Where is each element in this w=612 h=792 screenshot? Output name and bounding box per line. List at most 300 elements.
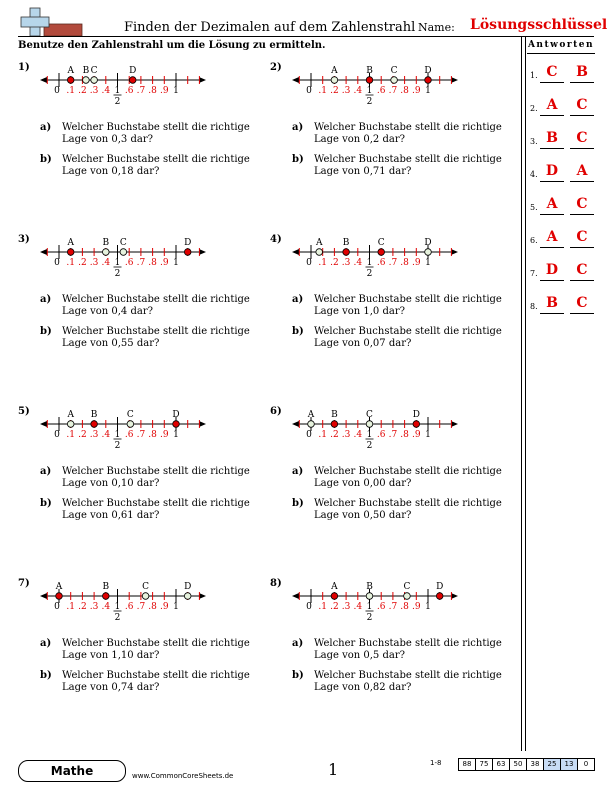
point-marker	[331, 421, 338, 428]
question-a	[40, 638, 250, 662]
point-label: A	[55, 582, 63, 592]
problem-2	[270, 62, 510, 232]
answer-a: B	[540, 129, 564, 149]
question-a	[40, 466, 250, 490]
point-label: D	[172, 410, 180, 420]
answers-heading: Antworten	[527, 40, 595, 50]
point-marker	[366, 421, 373, 428]
arrow-right-icon	[451, 593, 458, 599]
answer-a: B	[540, 294, 564, 314]
score-range: 1-8	[430, 759, 442, 767]
point-marker	[413, 421, 420, 428]
point-label: D	[184, 238, 192, 248]
question-b	[292, 498, 502, 522]
point-label: B	[331, 410, 338, 420]
question-label: a)	[40, 294, 52, 305]
answer-a: A	[540, 228, 564, 248]
point-marker	[67, 77, 74, 84]
half-denominator: 2	[114, 441, 121, 451]
problem-6	[270, 406, 510, 576]
answer-a: A	[540, 96, 564, 116]
question-prefix: Welcher Buchstabe stellt die richtige	[62, 670, 250, 681]
tick-label-one: 1	[425, 86, 431, 96]
question-prefix: Welcher Buchstabe stellt die richtige	[314, 670, 502, 681]
tick-label-one: 1	[173, 430, 179, 440]
answer-column-divider	[525, 37, 526, 751]
decimal-tick-label: .7	[388, 86, 398, 96]
question-label: b)	[292, 498, 304, 509]
question-text: Lage von 1,0 dar?	[314, 306, 405, 317]
point-marker	[308, 421, 315, 428]
decimal-tick-label: .6	[124, 86, 134, 96]
decimal-tick-label: .4	[353, 430, 363, 440]
decimal-tick-label: .8	[400, 86, 409, 96]
question-text: Lage von 0,82 dar?	[314, 682, 412, 693]
number-line	[286, 58, 461, 108]
answer-number: 2.	[530, 104, 538, 113]
problem-7	[18, 578, 258, 748]
question-text: Lage von 0,18 dar?	[62, 166, 160, 177]
question-label: b)	[40, 670, 52, 681]
decimal-tick-label: .4	[353, 86, 363, 96]
half-denominator: 2	[366, 97, 373, 107]
half-denominator: 2	[114, 269, 121, 279]
decimal-tick-label: .2	[78, 86, 87, 96]
point-label: B	[82, 66, 90, 76]
arrow-left-icon	[292, 421, 299, 427]
decimal-tick-label: .7	[136, 86, 146, 96]
answer-number: 6.	[530, 236, 538, 245]
arrow-left-icon	[40, 249, 47, 255]
question-text: Lage von 0,10 dar?	[62, 478, 160, 489]
tick-label-zero: 0	[54, 86, 60, 96]
number-line	[286, 574, 461, 624]
point-marker	[67, 249, 74, 256]
decimal-tick-label: .3	[341, 86, 351, 96]
half-numerator: 1	[114, 602, 121, 612]
score-cell: 75	[475, 758, 493, 771]
question-text: Lage von 0,07 dar?	[314, 338, 412, 349]
question-text: Lage von 0,3 dar?	[62, 134, 153, 145]
point-label: A	[315, 238, 323, 248]
point-label: B	[366, 66, 373, 76]
decimal-tick-label: .1	[66, 602, 75, 612]
point-label: D	[184, 582, 192, 592]
half-denominator: 2	[366, 269, 373, 279]
logo-icon	[18, 6, 84, 38]
decimal-tick-label: .9	[412, 86, 421, 96]
tick-label-zero: 0	[306, 602, 312, 612]
answer-b: C	[570, 294, 594, 314]
question-label: a)	[40, 466, 52, 477]
answer-number: 8.	[530, 302, 538, 311]
tick-label-one: 1	[425, 430, 431, 440]
question-prefix: Welcher Buchstabe stellt die richtige	[314, 154, 502, 165]
answer-a: D	[540, 261, 564, 281]
decimal-tick-label: .8	[148, 86, 157, 96]
tick-label-one: 1	[425, 602, 431, 612]
half-denominator: 2	[114, 97, 121, 107]
half-numerator: 1	[366, 430, 373, 440]
point-marker	[103, 593, 110, 600]
point-marker	[120, 249, 127, 256]
question-label: b)	[292, 326, 304, 337]
decimal-tick-label: .6	[124, 258, 134, 268]
answer-column-divider	[521, 37, 522, 751]
score-cell: 38	[526, 758, 544, 771]
point-marker	[184, 593, 191, 600]
answer-row	[530, 63, 596, 83]
decimal-tick-label: .3	[89, 602, 99, 612]
tick-label-zero: 0	[306, 86, 312, 96]
decimal-tick-label: .2	[78, 258, 87, 268]
question-label: b)	[40, 154, 52, 165]
decimal-tick-label: .7	[388, 602, 398, 612]
point-marker	[56, 593, 63, 600]
problem-number: 1)	[18, 62, 30, 73]
half-numerator: 1	[114, 430, 121, 440]
point-label: C	[126, 410, 134, 420]
question-label: a)	[292, 638, 304, 649]
answer-number: 4.	[530, 170, 538, 179]
question-prefix: Welcher Buchstabe stellt die richtige	[314, 122, 502, 133]
half-numerator: 1	[114, 86, 121, 96]
point-label: D	[129, 66, 137, 76]
number-line	[286, 402, 461, 452]
question-prefix: Welcher Buchstabe stellt die richtige	[62, 122, 250, 133]
point-marker	[343, 249, 350, 256]
tick-label-zero: 0	[54, 602, 60, 612]
point-label: C	[119, 238, 127, 248]
point-marker	[129, 77, 136, 84]
decimal-tick-label: .9	[160, 258, 169, 268]
decimal-tick-label: .1	[318, 602, 327, 612]
decimal-tick-label: .7	[136, 258, 146, 268]
point-label: B	[342, 238, 350, 248]
question-text: Lage von 0,61 dar?	[62, 510, 160, 521]
score-cell: 50	[509, 758, 527, 771]
arrow-left-icon	[40, 593, 47, 599]
question-a	[292, 466, 502, 490]
question-text: Lage von 0,5 dar?	[314, 650, 405, 661]
score-cell: 63	[492, 758, 510, 771]
problem-5	[18, 406, 258, 576]
decimal-tick-label: .3	[89, 258, 99, 268]
number-line	[34, 230, 209, 280]
decimal-tick-label: .1	[318, 258, 327, 268]
decimal-tick-label: .3	[341, 430, 351, 440]
decimal-tick-label: .9	[412, 602, 421, 612]
number-line	[34, 58, 209, 108]
question-a	[40, 122, 250, 146]
question-label: b)	[40, 498, 52, 509]
name-label: Name:	[418, 21, 455, 34]
arrow-right-icon	[199, 249, 206, 255]
point-marker	[331, 77, 338, 84]
decimal-tick-label: .1	[66, 258, 75, 268]
decimal-tick-label: .4	[101, 258, 111, 268]
half-denominator: 2	[114, 613, 121, 623]
question-label: a)	[292, 294, 304, 305]
point-marker	[83, 77, 90, 84]
question-b	[40, 154, 250, 178]
score-cell: 0	[577, 758, 595, 771]
point-label: D	[424, 238, 432, 248]
arrow-right-icon	[199, 421, 206, 427]
decimal-tick-label: .2	[78, 430, 87, 440]
point-marker	[425, 77, 432, 84]
decimal-tick-label: .1	[318, 430, 327, 440]
problem-4	[270, 234, 510, 404]
point-marker	[316, 249, 323, 256]
half-numerator: 1	[366, 86, 373, 96]
decimal-tick-label: .9	[160, 86, 169, 96]
decimal-tick-label: .6	[376, 430, 386, 440]
tick-label-zero: 0	[306, 258, 312, 268]
question-b	[40, 326, 250, 350]
question-text: Lage von 0,50 dar?	[314, 510, 412, 521]
decimal-tick-label: .3	[89, 430, 99, 440]
decimal-tick-label: .6	[124, 430, 134, 440]
point-label: D	[436, 582, 444, 592]
tick-label-one: 1	[173, 86, 179, 96]
decimal-tick-label: .7	[136, 430, 146, 440]
question-text: Lage von 0,74 dar?	[62, 682, 160, 693]
subject-badge: Mathe	[18, 760, 126, 782]
answer-row	[530, 162, 596, 182]
decimal-tick-label: .4	[353, 258, 363, 268]
point-marker	[173, 421, 180, 428]
answer-b: A	[570, 162, 594, 182]
decimal-tick-label: .2	[330, 258, 339, 268]
tick-label-zero: 0	[54, 258, 60, 268]
point-marker	[378, 249, 385, 256]
answer-row	[530, 261, 596, 281]
half-numerator: 1	[366, 258, 373, 268]
problem-number: 4)	[270, 234, 282, 245]
point-marker	[91, 77, 98, 84]
answer-row	[530, 195, 596, 215]
decimal-tick-label: .8	[400, 602, 409, 612]
decimal-tick-label: .7	[388, 430, 398, 440]
arrow-left-icon	[40, 421, 47, 427]
question-text: Lage von 0,2 dar?	[314, 134, 405, 145]
question-prefix: Welcher Buchstabe stellt die richtige	[62, 466, 250, 477]
question-b	[40, 498, 250, 522]
question-a	[40, 294, 250, 318]
decimal-tick-label: .6	[376, 258, 386, 268]
point-label: C	[366, 410, 373, 420]
page-number: 1	[328, 760, 339, 779]
point-marker	[436, 593, 443, 600]
point-label: B	[366, 582, 373, 592]
arrow-right-icon	[451, 77, 458, 83]
problem-number: 5)	[18, 406, 30, 417]
arrow-left-icon	[40, 77, 47, 83]
decimal-tick-label: .1	[318, 86, 327, 96]
question-prefix: Welcher Buchstabe stellt die richtige	[62, 154, 250, 165]
answer-row	[530, 129, 596, 149]
decimal-tick-label: .3	[341, 602, 351, 612]
problem-3	[18, 234, 258, 404]
decimal-tick-label: .8	[148, 258, 157, 268]
decimal-tick-label: .2	[78, 602, 87, 612]
answer-row	[530, 96, 596, 116]
point-label: A	[331, 66, 338, 76]
half-denominator: 2	[366, 441, 373, 451]
problem-8	[270, 578, 510, 748]
decimal-tick-label: .4	[353, 602, 363, 612]
number-line	[34, 402, 209, 452]
point-marker	[391, 77, 398, 84]
site-url: www.CommonCoreSheets.de	[132, 772, 234, 780]
decimal-tick-label: .2	[330, 86, 339, 96]
question-label: a)	[40, 638, 52, 649]
decimal-tick-label: .9	[160, 430, 169, 440]
decimal-tick-label: .4	[101, 602, 111, 612]
question-b	[40, 670, 250, 694]
question-text: Lage von 0,00 dar?	[314, 478, 412, 489]
answer-b: C	[570, 195, 594, 215]
point-label: A	[67, 66, 74, 76]
problem-1	[18, 62, 258, 232]
question-prefix: Welcher Buchstabe stellt die richtige	[62, 638, 250, 649]
problem-number: 3)	[18, 234, 30, 245]
arrow-right-icon	[199, 593, 206, 599]
point-marker	[91, 421, 98, 428]
half-numerator: 1	[366, 602, 373, 612]
answer-row	[530, 228, 596, 248]
question-b	[292, 326, 502, 350]
decimal-tick-label: .6	[376, 86, 386, 96]
question-prefix: Welcher Buchstabe stellt die richtige	[314, 466, 502, 477]
answer-b: C	[570, 96, 594, 116]
decimal-tick-label: .1	[66, 430, 75, 440]
question-a	[292, 638, 502, 662]
decimal-tick-label: .6	[376, 602, 386, 612]
problem-number: 2)	[270, 62, 282, 73]
question-text: Lage von 0,55 dar?	[62, 338, 160, 349]
question-label: a)	[292, 122, 304, 133]
point-marker	[404, 593, 411, 600]
problem-number: 7)	[18, 578, 30, 589]
answer-row	[530, 294, 596, 314]
point-label: B	[102, 582, 110, 592]
page-title: Finden der Dezimalen auf dem Zahlenstrahl	[124, 20, 416, 35]
decimal-tick-label: .4	[101, 86, 111, 96]
point-marker	[67, 421, 74, 428]
decimal-tick-label: .7	[136, 602, 146, 612]
answer-number: 1.	[530, 71, 538, 80]
tick-label-zero: 0	[54, 430, 60, 440]
decimal-tick-label: .8	[400, 430, 409, 440]
point-label: B	[102, 238, 110, 248]
answer-b: C	[570, 228, 594, 248]
answer-a: C	[540, 63, 564, 83]
answer-b: C	[570, 261, 594, 281]
score-cell: 88	[458, 758, 476, 771]
point-label: D	[424, 66, 432, 76]
problem-number: 8)	[270, 578, 282, 589]
point-label: C	[390, 66, 398, 76]
half-numerator: 1	[114, 258, 121, 268]
point-marker	[425, 249, 432, 256]
answer-a: A	[540, 195, 564, 215]
arrow-left-icon	[292, 249, 299, 255]
decimal-tick-label: .3	[341, 258, 351, 268]
point-marker	[184, 249, 191, 256]
point-label: A	[67, 410, 74, 420]
question-text: Lage von 0,71 dar?	[314, 166, 412, 177]
question-prefix: Welcher Buchstabe stellt die richtige	[62, 498, 250, 509]
question-b	[292, 670, 502, 694]
score-cell: 13	[560, 758, 578, 771]
question-a	[292, 294, 502, 318]
instructions: Benutze den Zahlenstrahl um die Lösung zu ermitteln.	[18, 40, 326, 51]
tick-label-one: 1	[425, 258, 431, 268]
answers-heading-rule	[527, 53, 595, 54]
half-denominator: 2	[366, 613, 373, 623]
question-label: a)	[40, 122, 52, 133]
question-text: Lage von 1,10 dar?	[62, 650, 160, 661]
question-text: Lage von 0,4 dar?	[62, 306, 153, 317]
question-label: a)	[292, 466, 304, 477]
decimal-tick-label: .3	[89, 86, 99, 96]
arrow-left-icon	[292, 77, 299, 83]
point-label: A	[307, 410, 315, 420]
number-line	[286, 230, 461, 280]
tick-label-one: 1	[173, 258, 179, 268]
decimal-tick-label: .2	[330, 602, 339, 612]
point-label: D	[412, 410, 420, 420]
question-prefix: Welcher Buchstabe stellt die richtige	[314, 326, 502, 337]
decimal-tick-label: .7	[388, 258, 398, 268]
arrow-left-icon	[292, 593, 299, 599]
point-marker	[331, 593, 338, 600]
question-prefix: Welcher Buchstabe stellt die richtige	[62, 326, 250, 337]
question-label: b)	[40, 326, 52, 337]
decimal-tick-label: .2	[330, 430, 339, 440]
question-label: b)	[292, 154, 304, 165]
point-label: C	[90, 66, 98, 76]
decimal-tick-label: .8	[148, 430, 157, 440]
point-marker	[142, 593, 149, 600]
point-label: B	[90, 410, 98, 420]
question-label: b)	[292, 670, 304, 681]
arrow-right-icon	[199, 77, 206, 83]
decimal-tick-label: .4	[101, 430, 111, 440]
decimal-tick-label: .8	[400, 258, 409, 268]
problem-number: 6)	[270, 406, 282, 417]
tick-label-zero: 0	[306, 430, 312, 440]
answer-number: 5.	[530, 203, 538, 212]
decimal-tick-label: .1	[66, 86, 75, 96]
question-a	[292, 122, 502, 146]
header-divider	[18, 36, 594, 37]
decimal-tick-label: .9	[412, 430, 421, 440]
point-marker	[127, 421, 134, 428]
question-prefix: Welcher Buchstabe stellt die richtige	[314, 498, 502, 509]
decimal-tick-label: .6	[124, 602, 134, 612]
point-label: C	[142, 582, 150, 592]
answer-number: 3.	[530, 137, 538, 146]
score-cell: 25	[543, 758, 561, 771]
question-prefix: Welcher Buchstabe stellt die richtige	[62, 294, 250, 305]
point-label: C	[377, 238, 385, 248]
question-prefix: Welcher Buchstabe stellt die richtige	[314, 638, 502, 649]
answer-key-label: Lösungsschlüssel	[470, 17, 608, 33]
answer-b: B	[570, 63, 594, 83]
